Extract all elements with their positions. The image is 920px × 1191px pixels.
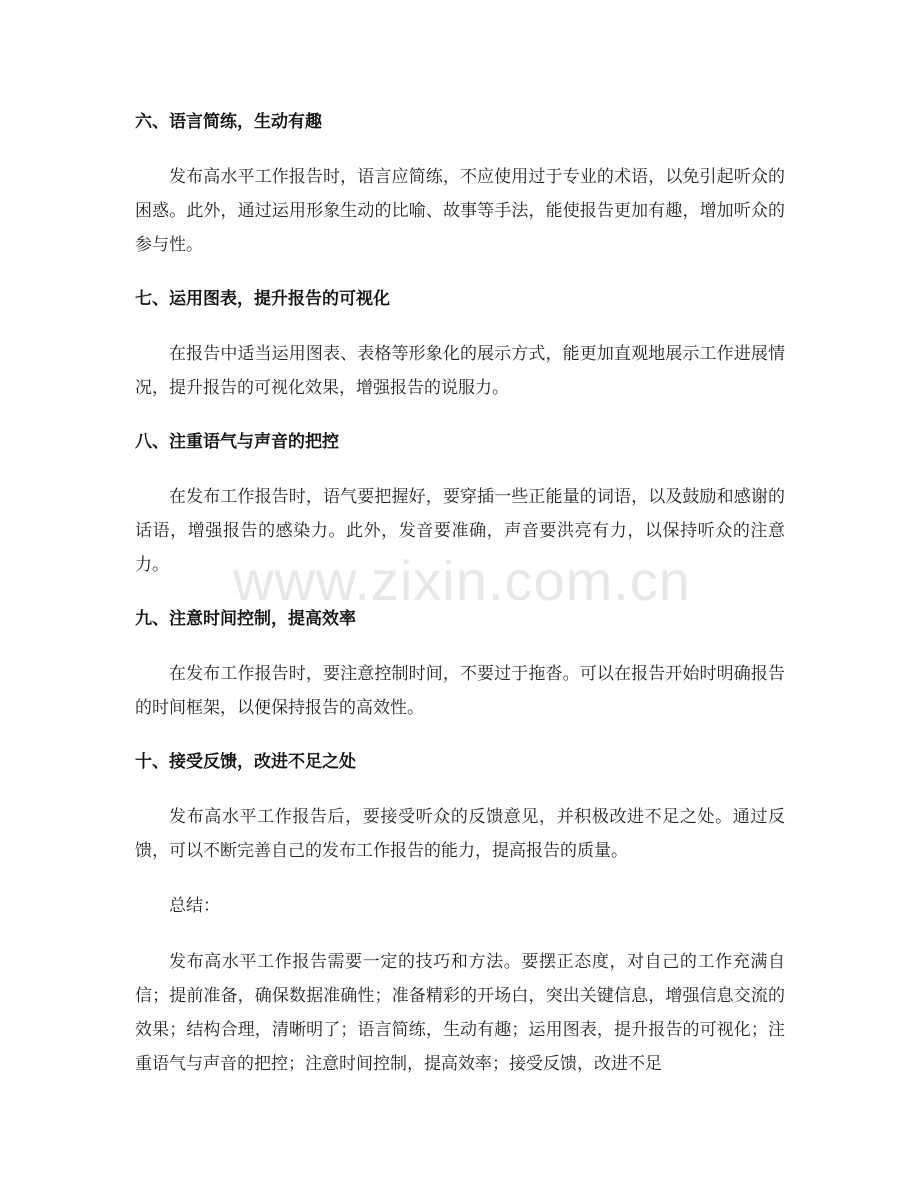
section-paragraph: 在发布工作报告时，语气要把握好，要穿插一些正能量的词语，以及鼓励和感谢的话语，增强报告的感染力。此外，发音要准确，声音要洪亮有力，以保持听众的注意力。 [135,487,785,575]
section-paragraph: 发布高水平工作报告时，语言应简练，不应使用过于专业的术语，以免引起听众的困惑。此外，通过运用形象生动的比喻、故事等手法，能使报告更加有趣，增加听众的参与性。 [135,167,785,255]
section-10 [135,746,785,868]
summary-section [135,889,785,1081]
summary-paragraph: 发布高水平工作报告需要一定的技巧和方法。要摆正态度，对自己的工作充满自信；提前准备，确保数据准确性；准备精彩的开场白，突出关键信息，增强信息交流的效果；结构合理，清晰明了；语言简练，生动有趣；运用图表，提升报告的可视化；注重语气与声音的把控；注意时间控制，提高效率；接受反馈，改进不足 [135,952,785,1074]
section-heading: 十、接受反馈，改进不足之处 [135,752,356,772]
document-body [135,106,785,1102]
section-6 [135,106,785,262]
summary-label: 总结： [169,896,220,916]
section-8 [135,426,785,582]
section-7 [135,283,785,405]
section-paragraph: 在报告中适当运用图表、表格等形象化的展示方式，能更加直观地展示工作进展情况，提升报告的可视化效果，增强报告的说服力。 [135,344,785,398]
section-paragraph: 发布高水平工作报告后，要接受听众的反馈意见，并积极改进不足之处。通过反馈，可以不断完善自己的发布工作报告的能力，提高报告的质量。 [135,807,785,861]
section-9 [135,603,785,725]
watermark: www.zixin.com.cn [233,549,691,612]
section-heading: 七、运用图表，提升报告的可视化 [135,289,390,309]
section-paragraph: 在发布工作报告时，要注意控制时间，不要过于拖沓。可以在报告开始时明确报告的时间框架，以便保持报告的高效性。 [135,664,785,718]
section-heading: 六、语言简练，生动有趣 [135,112,322,132]
section-heading: 九、注意时间控制，提高效率 [135,609,356,629]
section-heading: 八、注重语气与声音的把控 [135,432,339,452]
